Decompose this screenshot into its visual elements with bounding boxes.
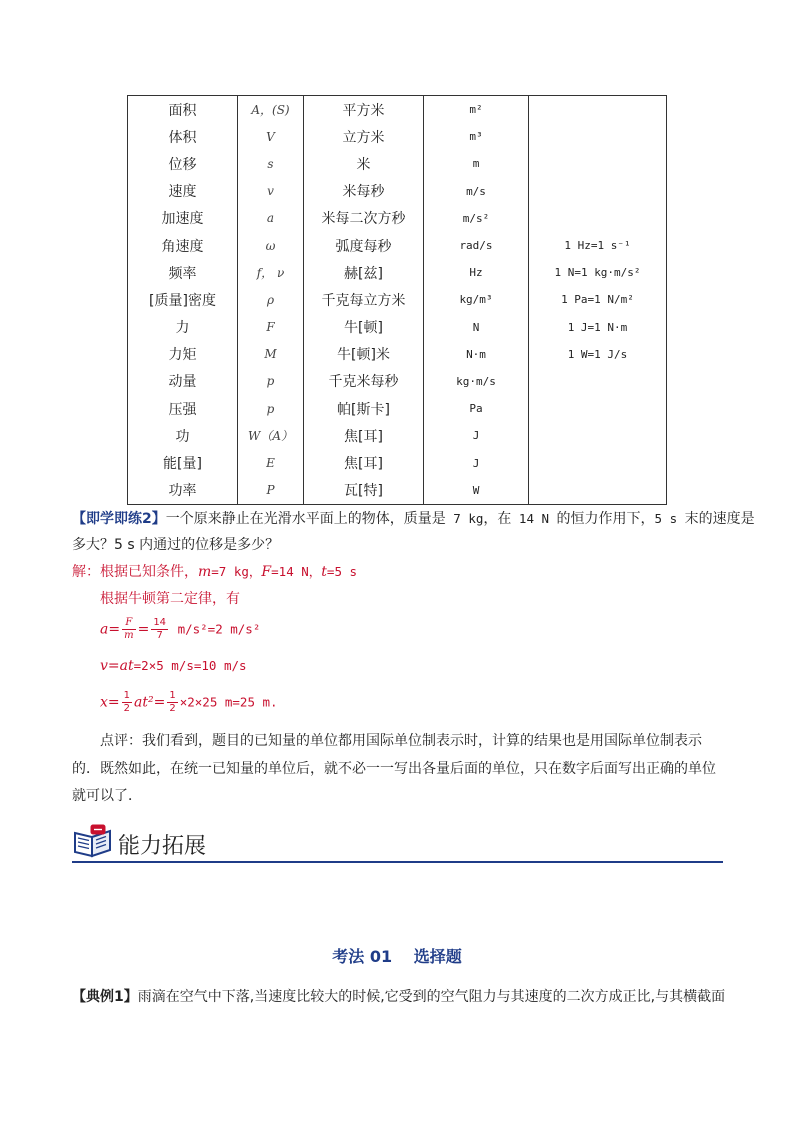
unit-abbreviation: kg/m³ [424,286,529,313]
quantity-symbol: P [238,477,304,505]
quantity-name: 动量 [128,368,238,395]
table-row [128,259,667,286]
practice-tag: 【即学即练2】 [72,511,166,527]
quantity-symbol: f， ν [238,259,304,286]
force-value: =14 N， [271,564,322,579]
quantity-symbol: s [238,150,304,177]
unit-relation [529,150,667,177]
unit-name: 赫[兹] [304,259,424,286]
unit-abbreviation: N [424,314,529,341]
quantity-name: 体积 [128,123,238,150]
fraction-numerator: 14 [153,617,167,628]
solution-label: 解：根据已知条件， [72,564,198,580]
unit-name: 弧度每秒 [304,232,424,259]
unit-name: 米 [304,150,424,177]
table-row [128,314,667,341]
table-row [128,150,667,177]
table-row [128,395,667,422]
table-row [128,422,667,449]
quantity-name: 能[量] [128,449,238,476]
unit-abbreviation: m [424,150,529,177]
quantity-name: 位移 [128,150,238,177]
quantity-name: 角速度 [128,232,238,259]
fraction-numerator: 1 [123,690,131,701]
unit-relation: 1 N=1 kg·m/s² [529,259,667,286]
unit-name: 焦[耳] [304,422,424,449]
unit-relation [529,205,667,232]
practice-question-line2: 多大？5 s 内通过的位移是多少？ [72,537,280,553]
unit-name: 立方米 [304,123,424,150]
solution-law: 根据牛顿第二定律，有 [100,591,240,607]
comment-line3: 就可以了． [72,788,142,804]
unit-relation: 1 J=1 N·m [529,314,667,341]
time-value: =5 s [326,564,358,579]
mass-symbol: m [198,564,212,580]
table-row [128,449,667,476]
unit-name: 牛[顿]米 [304,341,424,368]
example-line [72,986,725,1006]
unit-name: 帕[斯卡] [304,395,424,422]
unit-relation [529,96,667,124]
unit-relation: 1 W=1 J/s [529,341,667,368]
table-row [128,205,667,232]
table-row [128,123,667,150]
table-row [128,232,667,259]
unit-abbreviation: m² [424,96,529,124]
book-icon [72,823,114,859]
quantity-symbol: V [238,123,304,150]
quantity-symbol: ω [238,232,304,259]
unit-relation: 1 Pa=1 N/m² [529,286,667,313]
units-table [127,95,667,505]
velocity-result: =2×5 m/s=10 m/s [133,658,247,673]
unit-name: 瓦[特] [304,477,424,505]
unit-abbreviation: rad/s [424,232,529,259]
quantity-symbol: p [238,395,304,422]
unit-relation [529,368,667,395]
quantity-symbol: M [238,341,304,368]
quantity-symbol: a [238,205,304,232]
unit-abbreviation: J [424,449,529,476]
comment-line2: 的．既然如此，在统一已知量的单位后，就不必一一写出各量后面的单位，只在数字后面写出正确的单位 [72,761,716,777]
unit-relation [529,422,667,449]
question-text: 末的速度是 [684,511,755,527]
unit-relation [529,449,667,476]
question-time: 5 s [654,511,685,526]
displacement-result: ×2×25 m=25 m. [179,694,278,710]
fraction-numerator: 1 [169,690,176,701]
unit-abbreviation: W [424,477,529,505]
table-row [128,477,667,505]
equation-displacement [100,690,278,715]
unit-name: 焦[耳] [304,449,424,476]
unit-relation [529,395,667,422]
quantity-name: 功 [128,422,238,449]
unit-abbreviation: kg·m/s [424,368,529,395]
unit-name: 米每二次方秒 [304,205,424,232]
force-symbol: F [261,564,272,580]
question-text: ，在 [483,511,512,527]
table-row [128,341,667,368]
quantity-name: 加速度 [128,205,238,232]
table-row [128,368,667,395]
quantity-name: 功率 [128,477,238,505]
table-row [128,96,667,124]
quantity-name: 压强 [128,395,238,422]
quantity-name: 频率 [128,259,238,286]
equals-sign: = [107,658,120,674]
unit-abbreviation: Hz [424,259,529,286]
unit-abbreviation: N·m [424,341,529,368]
acceleration-symbol: a [100,621,109,638]
question-text: 一个原来静止在光滑水平面上的物体，质量是 [165,511,446,527]
displacement-symbol: x [100,694,108,711]
time-symbol: t [321,564,327,580]
fraction-denominator: 7 [156,630,163,641]
equation-velocity [100,658,247,674]
example-text: 雨滴在空气中下落,当速度比较大的时候,它受到的空气阻力与其速度的二次方成正比,与其横截面 [137,989,726,1005]
equals-sign: = [108,621,121,638]
quantity-symbol: v [238,178,304,205]
fraction-numerator: F [122,617,135,630]
question-mass: 7 kg [445,511,484,526]
quantity-symbol: E [238,449,304,476]
quantity-name: 面积 [128,96,238,124]
solution-given [72,561,357,581]
quantity-symbol: ρ [238,286,304,313]
unit-relation [529,477,667,505]
practice-question-line1 [72,508,755,528]
fraction-denominator: 2 [123,703,131,714]
table-row [128,286,667,313]
question-text: 的恒力作用下， [556,511,655,527]
velocity-symbol: v [100,658,108,674]
equation-acceleration [100,617,260,642]
quantity-symbol: W（A） [238,422,304,449]
section-header [72,823,723,863]
equals-sign: = [107,694,120,711]
fraction-14-over-7 [151,617,168,642]
quantity-symbol: F [238,314,304,341]
unit-abbreviation: m³ [424,123,529,150]
quantity-name: 力 [128,314,238,341]
fraction-denominator: m [124,630,134,641]
unit-name: 米每秒 [304,178,424,205]
unit-abbreviation: m/s² [424,205,529,232]
mass-value: =7 kg， [211,564,262,579]
quantity-symbol: A，(S) [238,96,304,124]
unit-relation [529,178,667,205]
unit-name: 千克每立方米 [304,286,424,313]
unit-abbreviation: Pa [424,395,529,422]
units-table-body [128,96,667,505]
quantity-symbol: p [238,368,304,395]
unit-abbreviation: m/s [424,178,529,205]
equals-sign: = [137,621,150,638]
question-force: 14 N [511,511,557,526]
example-tag: 【典例1】 [72,989,138,1005]
quantity-name: [质量]密度 [128,286,238,313]
unit-abbreviation: J [424,422,529,449]
fraction-f-over-m [122,617,135,642]
fraction-one-half [122,690,132,715]
unit-relation: 1 Hz=1 s⁻¹ [529,232,667,259]
unit-name: 牛[顿] [304,314,424,341]
acceleration-result: m/s²=2 m/s² [170,621,261,637]
unit-relation [529,123,667,150]
comment-line1: 点评：我们看到，题目的已知量的单位都用国际单位制表示时，计算的结果也是用国际单位制表示 [100,733,702,749]
unit-name: 平方米 [304,96,424,124]
section-title: 能力拓展 [118,834,207,859]
equals-sign: = [153,694,166,711]
method-subtitle: 考法 01 选择题 [332,947,462,966]
unit-name: 千克米每秒 [304,368,424,395]
table-row [128,178,667,205]
fraction-one-half [167,690,177,715]
quantity-name: 速度 [128,178,238,205]
at-term: at [119,658,134,674]
quantity-name: 力矩 [128,341,238,368]
fraction-denominator: 2 [169,703,176,714]
at-squared-term: at² [134,694,154,711]
